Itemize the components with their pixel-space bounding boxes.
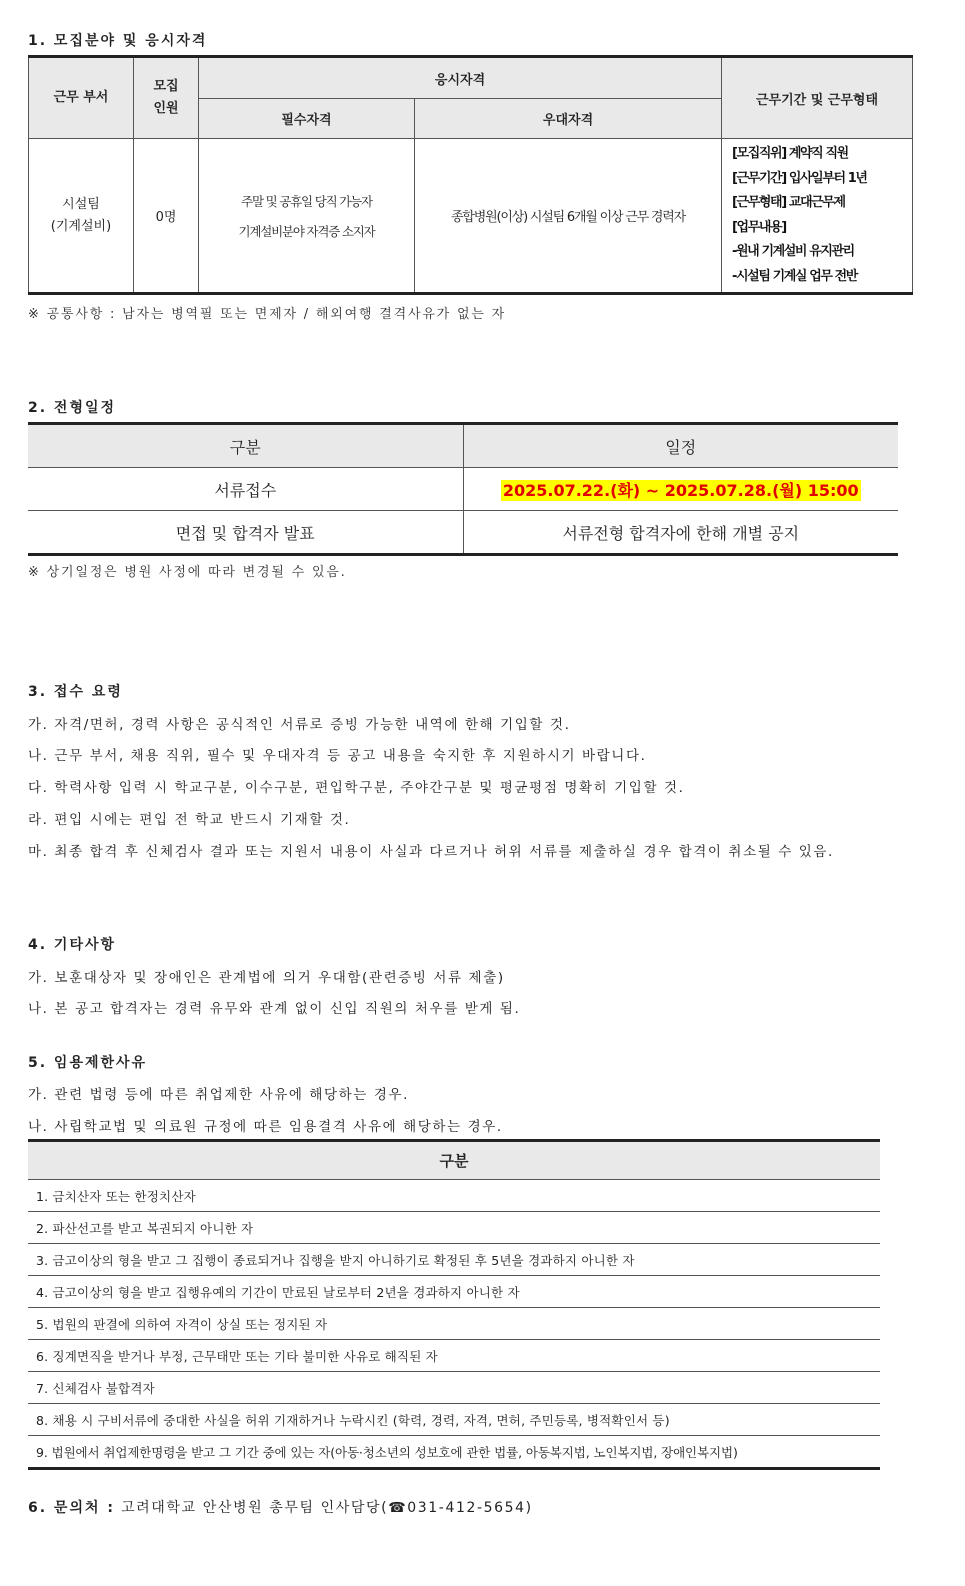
schedule-category: 면접 및 합격자 발표	[28, 511, 463, 555]
section5-item: 나. 사립학교법 및 의료원 규정에 따른 임용결격 사유에 해당하는 경우.	[28, 1119, 503, 1135]
cell-count: 0명	[134, 139, 199, 294]
schedule-value: 서류전형 합격자에 한해 개별 공지	[463, 511, 898, 555]
disqualification-row: 3. 금고이상의 형을 받고 그 집행이 종료되거나 집행을 받지 아니하기로 확정된 후 5년을 경과하지 아니한 자	[28, 1244, 880, 1276]
section3-item: 가. 자격/면허, 경력 사항은 공식적인 서류로 증빙 가능한 내역에 한해 기입할 것.	[28, 717, 571, 733]
required-item-1: 주말 및 공휴일 당직 가능자	[241, 193, 372, 209]
terms-line: -시설팀 기계실 업무 전반	[732, 268, 857, 284]
recruitment-table	[28, 55, 913, 295]
section4-item: 나. 본 공고 합격자는 경력 유무와 관계 없이 신입 직원의 처우를 받게 됨.	[28, 1001, 521, 1017]
disqualification-row: 6. 징계면직을 받거나 부정, 근무태만 또는 기타 불미한 사유로 해직된 자	[28, 1340, 880, 1372]
schedule-date-cell	[463, 468, 898, 511]
header-count: 모집 인원	[134, 57, 199, 139]
header-dept: 근무 부서	[29, 57, 134, 139]
disqualification-row: 2. 파산선고를 받고 복권되지 아니한 자	[28, 1212, 880, 1244]
contact-info: 고려대학교 안산병원 총무팀 인사담당(☎031-412-5654)	[121, 1500, 533, 1516]
section1-note: ※ 공통사항 : 남자는 병역필 또는 면제자 / 해외여행 결격사유가 없는 자	[28, 307, 506, 322]
disqualification-row: 8. 채용 시 구비서류에 중대한 사실을 허위 기재하거나 누락시킨 (학력, 경력, 자격, 면허, 주민등록, 병적확인서 등)	[28, 1404, 880, 1436]
dept-name: 시설팀	[62, 196, 100, 212]
schedule-date-highlight: 2025.07.22.(화) ~ 2025.07.28.(월) 15:00	[502, 480, 859, 500]
disqualification-row: 4. 금고이상의 형을 받고 집행유예의 기간이 만료된 날로부터 2년을 경과하지 아니한 자	[28, 1276, 880, 1308]
terms-line: [모집직위] 계약직 직원	[732, 146, 848, 161]
disqualification-row: 1. 금치산자 또는 한정치산자	[28, 1180, 880, 1212]
header-category: 구분	[28, 424, 463, 468]
contact-line	[28, 1497, 533, 1517]
contact-label: 6. 문의처 :	[28, 1500, 115, 1516]
terms-line: [근무형태] 교대근무제	[732, 195, 845, 210]
section3-title: 3. 접수 요령	[28, 684, 123, 700]
terms-line: [근무기간] 입사일부터 1년	[732, 170, 867, 186]
required-item-2: 기계설비분야 자격증 소지자	[238, 223, 375, 239]
header-qualification: 응시자격	[199, 57, 722, 99]
section5-title: 5. 임용제한사유	[28, 1055, 148, 1071]
cell-terms	[722, 139, 913, 294]
header-terms: 근무기간 및 근무형태	[722, 57, 913, 139]
header-preferred: 우대자격	[415, 99, 722, 139]
section3-item: 라. 편입 시에는 편입 전 학교 반드시 기재할 것.	[28, 812, 351, 828]
section4-item: 가. 보훈대상자 및 장애인은 관계법에 의거 우대함(관련증빙 서류 제출)	[28, 970, 505, 986]
terms-line: -원내 기계설비 유지관리	[732, 244, 854, 259]
cell-required	[199, 139, 415, 294]
cell-dept	[29, 139, 134, 294]
disqualification-row: 9. 법원에서 취업제한명령을 받고 그 기간 중에 있는 자(아동·청소년의 성보호에 관한 법률, 아동복지법, 노인복지법, 장애인복지법)	[28, 1436, 880, 1469]
section3-item: 나. 근무 부서, 채용 직위, 필수 및 우대자격 등 공고 내용을 숙지한 후 지원하시기 바랍니다.	[28, 748, 647, 764]
header-schedule: 일정	[463, 424, 898, 468]
cell-preferred: 종합병원(이상) 시설팀 6개월 이상 근무 경력자	[415, 139, 722, 294]
schedule-table	[28, 422, 898, 556]
disqualification-row: 7. 신체검사 불합격자	[28, 1372, 880, 1404]
section2-title: 2. 전형일정	[28, 400, 117, 416]
section5-item: 가. 관련 법령 등에 따른 취업제한 사유에 해당하는 경우.	[28, 1087, 410, 1103]
dept-sub: (기계설비)	[50, 218, 112, 234]
section1-title: 1. 모집분야 및 응시자격	[28, 33, 208, 49]
section3-item: 마. 최종 합격 후 신체검사 결과 또는 지원서 내용이 사실과 다르거나 허위 서류를 제출하실 경우 합격이 취소될 수 있음.	[28, 844, 834, 860]
section3-item: 다. 학력사항 입력 시 학교구분, 이수구분, 편입학구분, 주야간구분 및 평균평점 명확히 기입할 것.	[28, 780, 685, 796]
header-required: 필수자격	[199, 99, 415, 139]
section4-title: 4. 기타사항	[28, 937, 117, 953]
disqualification-table	[28, 1139, 880, 1470]
disqualification-row: 5. 법원의 판결에 의하여 자격이 상실 또는 정지된 자	[28, 1308, 880, 1340]
terms-line: [업무내용]	[732, 219, 786, 235]
section2-note: ※ 상기일정은 병원 사정에 따라 변경될 수 있음.	[28, 565, 347, 580]
schedule-category: 서류접수	[28, 468, 463, 511]
disqualification-header: 구분	[28, 1141, 880, 1180]
